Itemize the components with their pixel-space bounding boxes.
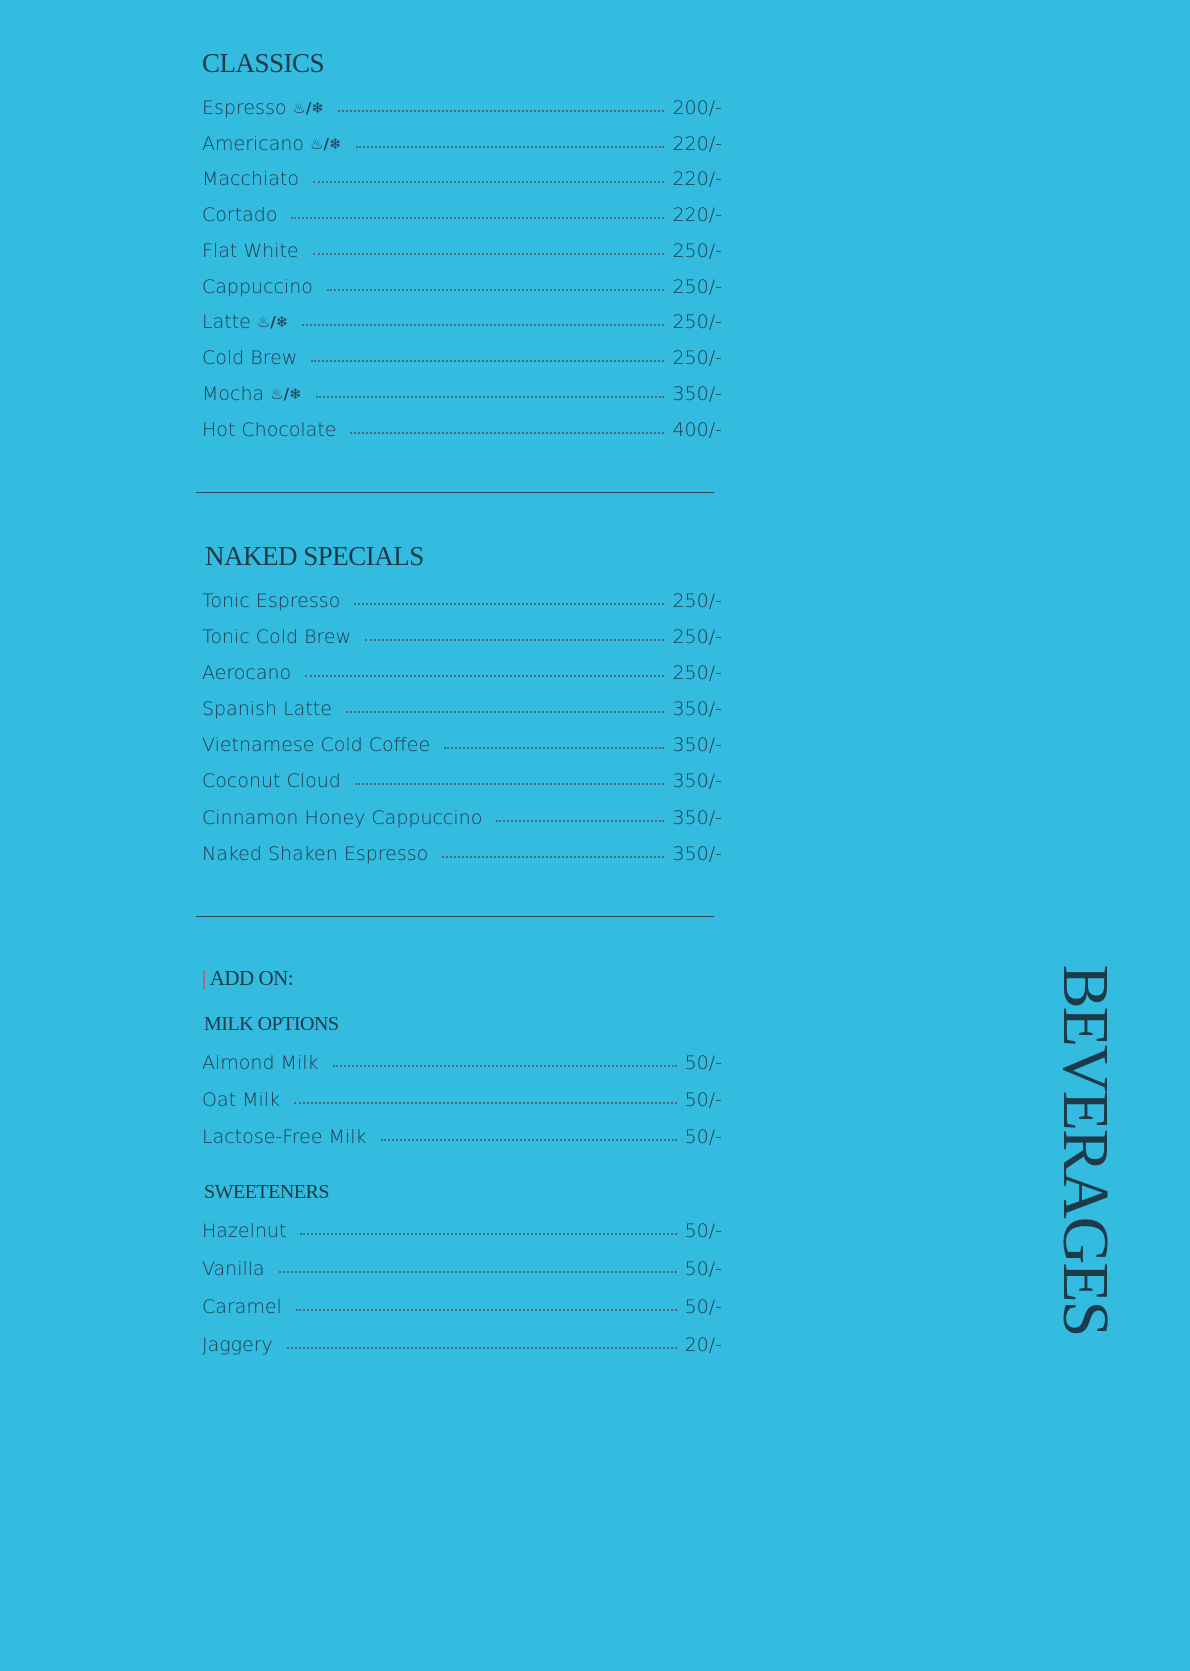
item-price: 350/-: [672, 770, 722, 792]
dot-leader: [327, 289, 665, 291]
item-price: 200/-: [672, 97, 722, 119]
menu-item: [202, 1292, 722, 1322]
item-price: 250/-: [672, 626, 722, 648]
menu-item: [202, 622, 722, 652]
menu-item: [202, 379, 722, 409]
hot-cold-icon: ♨/❄: [270, 385, 302, 403]
menu-item: [202, 200, 722, 230]
dot-leader: [333, 1065, 677, 1067]
menu-item: [202, 730, 722, 760]
item-price: 350/-: [672, 698, 722, 720]
menu-item: [202, 272, 722, 302]
item-name: Spanish Latte: [202, 698, 332, 720]
item-name: Cappuccino: [202, 276, 313, 298]
accent-bar: |: [202, 966, 206, 990]
dot-leader: [354, 603, 664, 605]
dot-leader: [287, 1347, 677, 1349]
dot-leader: [311, 360, 664, 362]
item-name: Naked Shaken Espresso: [202, 843, 429, 865]
item-price: 50/-: [684, 1089, 722, 1111]
item-price: 50/-: [684, 1220, 722, 1242]
item-name: Mocha: [202, 383, 265, 405]
item-name: Tonic Cold Brew: [202, 626, 352, 648]
item-price: 400/-: [672, 419, 722, 441]
addon-title: [202, 966, 293, 991]
menu-item: [202, 803, 722, 833]
item-price: 50/-: [684, 1126, 722, 1148]
section-divider: [196, 916, 714, 917]
beverages-side-title: BEVERAGES: [1049, 964, 1122, 1336]
dot-leader: [313, 181, 665, 183]
menu-item: [202, 164, 722, 194]
dot-leader: [444, 747, 664, 749]
item-price: 50/-: [684, 1296, 722, 1318]
item-name: Latte: [202, 311, 251, 333]
item-name: Jaggery: [202, 1334, 273, 1356]
item-name: Vanilla: [202, 1258, 265, 1280]
menu-item: [202, 1216, 722, 1246]
dot-leader: [313, 253, 665, 255]
dot-leader: [356, 146, 665, 148]
menu-item: [202, 1048, 722, 1078]
item-price: 220/-: [672, 168, 722, 190]
menu-item: [202, 1254, 722, 1284]
menu-item: [202, 694, 722, 724]
item-name: Hazelnut: [202, 1220, 287, 1242]
sweeteners-title: SWEETENERS: [204, 1181, 329, 1203]
item-price: 250/-: [672, 590, 722, 612]
item-name: Lactose-Free Milk: [202, 1126, 367, 1148]
dot-leader: [300, 1233, 676, 1235]
item-price: 350/-: [672, 843, 722, 865]
hot-cold-icon: ♨/❄: [310, 135, 342, 153]
item-name: Cortado: [202, 204, 278, 226]
menu-item: [202, 129, 722, 159]
dot-leader: [316, 396, 665, 398]
item-price: 250/-: [672, 662, 722, 684]
dot-leader: [442, 856, 664, 858]
menu-item: [202, 93, 722, 123]
addon-title-text: ADD ON:: [209, 966, 294, 990]
menu-item: [202, 1330, 722, 1360]
item-price: 250/-: [672, 311, 722, 333]
item-name: Espresso: [202, 97, 287, 119]
menu-item: [202, 1085, 722, 1115]
specials-title: NAKED SPECIALS: [205, 541, 424, 571]
item-price: 250/-: [672, 347, 722, 369]
item-price: 350/-: [672, 734, 722, 756]
item-price: 220/-: [672, 133, 722, 155]
item-name: Tonic Espresso: [202, 590, 341, 612]
item-name: Almond Milk: [202, 1052, 319, 1074]
dot-leader: [355, 783, 665, 785]
dot-leader: [291, 217, 664, 219]
item-price: 350/-: [672, 807, 722, 829]
menu-item: [202, 415, 722, 445]
menu-item: [202, 1122, 722, 1152]
dot-leader: [381, 1139, 677, 1141]
item-price: 50/-: [684, 1258, 722, 1280]
item-name: Cinnamon Honey Cappuccino: [202, 807, 483, 829]
dot-leader: [350, 432, 664, 434]
item-price: 250/-: [672, 240, 722, 262]
item-name: Americano: [202, 133, 305, 155]
item-price: 50/-: [684, 1052, 722, 1074]
dot-leader: [496, 820, 664, 822]
hot-cold-icon: ♨/❄: [292, 99, 324, 117]
dot-leader: [346, 711, 665, 713]
item-name: Vietnamese Cold Coffee: [202, 734, 431, 756]
item-price: 350/-: [672, 383, 722, 405]
menu-item: [202, 307, 722, 337]
hot-cold-icon: ♨/❄: [256, 313, 289, 331]
section-divider: [196, 492, 714, 493]
item-price: 250/-: [672, 276, 722, 298]
item-name: Hot Chocolate: [202, 419, 337, 441]
item-price: 20/-: [684, 1334, 722, 1356]
dot-leader: [302, 324, 664, 326]
dot-leader: [279, 1271, 677, 1273]
dot-leader: [294, 1102, 677, 1104]
menu-item: [202, 658, 722, 688]
menu-item: [202, 236, 722, 266]
menu-item: [202, 839, 722, 869]
item-name: Oat Milk: [202, 1089, 281, 1111]
item-price: 220/-: [672, 204, 722, 226]
menu-item: [202, 586, 722, 616]
dot-leader: [296, 1309, 677, 1311]
item-name: Aerocano: [202, 662, 292, 684]
menu-item: [202, 343, 722, 373]
item-name: Cold Brew: [202, 347, 298, 369]
item-name: Coconut Cloud: [202, 770, 341, 792]
dot-leader: [338, 110, 664, 112]
menu-item: [202, 766, 722, 796]
milk-options-title: MILK OPTIONS: [204, 1013, 339, 1035]
classics-title: CLASSICS: [202, 48, 325, 78]
item-name: Caramel: [202, 1296, 282, 1318]
dot-leader: [305, 675, 664, 677]
dot-leader: [365, 639, 664, 641]
item-name: Flat White: [202, 240, 299, 262]
item-name: Macchiato: [202, 168, 299, 190]
